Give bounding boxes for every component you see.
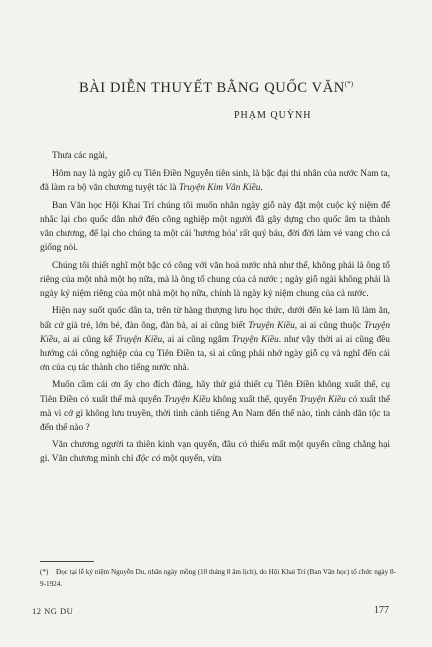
work-title: Truyện Kiều: [40, 320, 391, 345]
title-text: BÀI DIỄN THUYẾT BẰNG QUỐC VĂN: [78, 80, 345, 96]
paragraph-4: Hiện nay suốt quốc dân ta, trên từ hàng thượng lưu học thức, dưới đến kẻ lam lũ làm ăn, bất cứ già trẻ, lớn bé, đàn ông, đàn bà, ai ai cũng biết Truyện Kiều, ai ai cũng thuộc Truyện Kiều, ai ai cũng kể Truyện Kiều, ai ai cũng ngâm Truyện Kiều. như vậy thời ai ai cũng đều hưởng cái công nghiệp của cụ Tiên Điền ta, sì ai cũng phải nhớ ngày giỗ cụ và nghĩ đến cái ơn của cụ tác thành cho tiếng nước nhà.: [40, 306, 391, 373]
footer-signature: 12 NG DU: [32, 606, 74, 616]
work-title: Truyện Kim Vân Kiều: [178, 183, 261, 194]
footnote-mark: (*): [40, 568, 49, 576]
footnote-text: Đọc tại lễ kỷ niệm Nguyễn Du, nhân ngày mồng (10 tháng 8 âm lịch), do Hội Khai Trí (Ban Văn học) tổ chức ngày 8-9-1924.: [40, 568, 396, 588]
paragraph-2: Ban Văn học Hội Khai Trí chúng tôi muốn nhân ngày giỗ này đặt một cuộc kỷ niệm để nhắc lại cho quốc dân nhớ đến công nghiệp một người đã gây dựng cho quốc âm ta thành văn chương, để lại cho chúng ta một cái 'hương hỏa' rất quý báu, đời đời làm vẻ vang cho cả giống nòi.: [40, 200, 390, 254]
footnote: [40, 566, 396, 590]
work-title: Truyện Kiều: [163, 394, 211, 405]
work-title: Truyện Kiều: [232, 334, 279, 345]
work-title: Truyện Kiều: [115, 334, 163, 345]
author-name: PHẠM QUỲNH: [234, 110, 312, 121]
paragraph-1: Hôm nay là ngày giỗ cụ Tiên Điền Nguyễn tiên sinh, là bậc đại thi nhân của nước Nam ta, đã làm ra bộ văn chương tuyệt tác là Truyện Kim Vân Kiều.: [40, 169, 390, 194]
work-title: Truyện Kiều: [299, 394, 346, 405]
page-title: [0, 80, 432, 97]
page-number: 177: [374, 605, 389, 616]
work-title: Truyện Kiều: [248, 320, 295, 331]
paragraph-6: Văn chương người ta thiên kinh vạn quyển, đâu có thiếu mất một quyển cũng chẳng hại gì. Văn chương mình chỉ độc có một quyển, vừa: [40, 440, 390, 465]
paragraph-3: Chúng tôi thiết nghĩ một bậc có công với văn hoá nước nhà như thế, không phải là ông tổ riêng của một nhà một họ nữa, mà là ông tổ chung của cả nước ; ngày giỗ ngài không phải là ngày kỷ niệm riêng của một nhà một họ nữa, chính là ngày kỷ niệm chung của cả nước.: [40, 260, 390, 299]
article-body: [40, 149, 390, 470]
paragraph-5: Muốn cầm cái ơn ấy cho đích đáng, hãy thử giả thiết cụ Tiên Điền không xuất thế, cụ Tiên Điền có xuất thế mà quyển Truyện Kiều không xuất thế, quyển Truyện Kiều có xuất thế mà vì cớ gì không lưu truyền, thời tình cảnh tiếng An Nam đến thế nào, tình cảnh dân tộc ta đến thế nào ?: [40, 380, 390, 433]
emphasis-text: độc có: [135, 454, 161, 465]
salutation: Thưa các ngài,: [52, 151, 108, 161]
title-footnote-mark: (*): [344, 80, 354, 89]
footnote-divider: [40, 561, 94, 562]
